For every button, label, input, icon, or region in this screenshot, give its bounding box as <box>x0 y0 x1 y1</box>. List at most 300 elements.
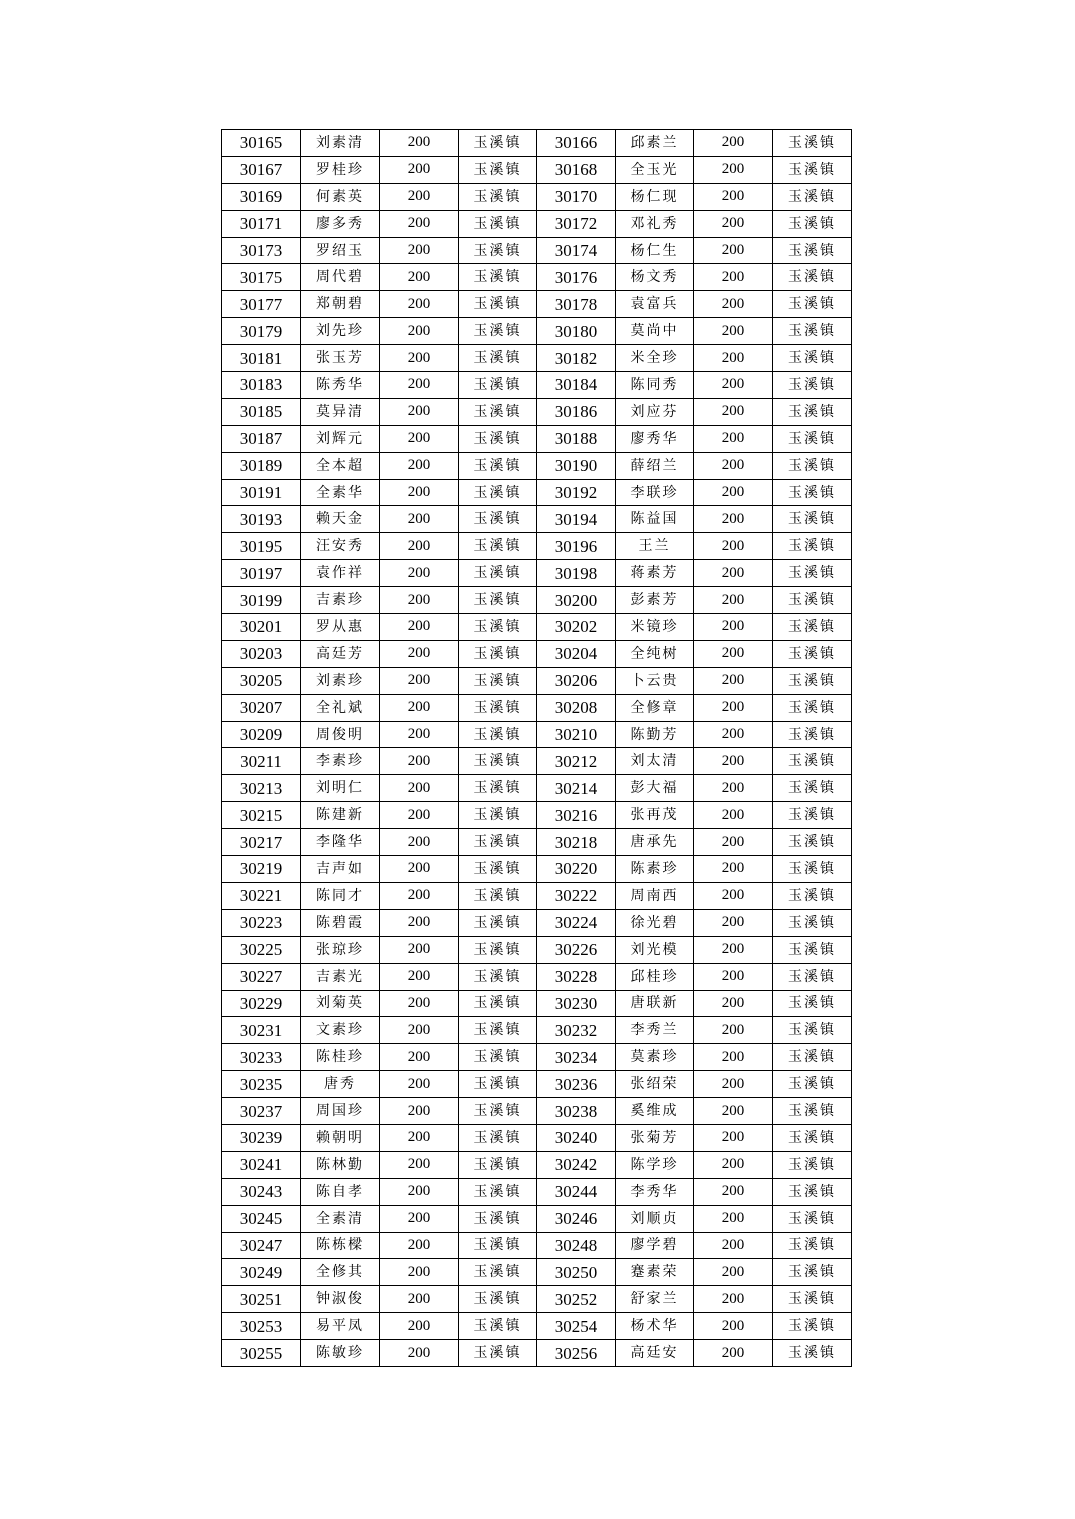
amount-cell: 200 <box>380 318 459 345</box>
amount-cell: 200 <box>380 1313 459 1340</box>
town-cell: 玉溪镇 <box>459 345 537 372</box>
record-id-cell: 30246 <box>537 1205 616 1232</box>
person-name-cell: 陈敏珍 <box>301 1340 380 1367</box>
table-row <box>222 963 852 990</box>
town-cell: 玉溪镇 <box>459 640 537 667</box>
table-row <box>222 829 852 856</box>
record-id-cell: 30234 <box>537 1044 616 1071</box>
amount-cell: 200 <box>694 156 773 183</box>
record-id-cell: 30233 <box>222 1044 301 1071</box>
town-cell: 玉溪镇 <box>773 1044 852 1071</box>
table-row <box>222 587 852 614</box>
table-row <box>222 1044 852 1071</box>
table-row <box>222 318 852 345</box>
town-cell: 玉溪镇 <box>459 882 537 909</box>
town-cell: 玉溪镇 <box>773 345 852 372</box>
town-cell: 玉溪镇 <box>773 1340 852 1367</box>
town-cell: 玉溪镇 <box>773 291 852 318</box>
person-name-cell: 米全珍 <box>616 345 694 372</box>
person-name-cell: 周国珍 <box>301 1098 380 1125</box>
amount-cell: 200 <box>380 1098 459 1125</box>
table-row <box>222 1232 852 1259</box>
amount-cell: 200 <box>694 1044 773 1071</box>
record-id-cell: 30202 <box>537 614 616 641</box>
person-name-cell: 李秀华 <box>616 1178 694 1205</box>
record-id-cell: 30256 <box>537 1340 616 1367</box>
record-id-cell: 30209 <box>222 721 301 748</box>
record-id-cell: 30195 <box>222 533 301 560</box>
town-cell: 玉溪镇 <box>773 210 852 237</box>
amount-cell: 200 <box>694 345 773 372</box>
town-cell: 玉溪镇 <box>459 479 537 506</box>
person-name-cell: 张绍荣 <box>616 1071 694 1098</box>
amount-cell: 200 <box>694 318 773 345</box>
amount-cell: 200 <box>380 802 459 829</box>
town-cell: 玉溪镇 <box>773 1205 852 1232</box>
record-id-cell: 30173 <box>222 237 301 264</box>
person-name-cell: 刘顺贞 <box>616 1205 694 1232</box>
amount-cell: 200 <box>694 1178 773 1205</box>
record-id-cell: 30184 <box>537 372 616 399</box>
record-id-cell: 30247 <box>222 1232 301 1259</box>
amount-cell: 200 <box>380 183 459 210</box>
town-cell: 玉溪镇 <box>773 425 852 452</box>
amount-cell: 200 <box>380 291 459 318</box>
record-id-cell: 30204 <box>537 640 616 667</box>
town-cell: 玉溪镇 <box>773 640 852 667</box>
town-cell: 玉溪镇 <box>459 856 537 883</box>
amount-cell: 200 <box>380 694 459 721</box>
town-cell: 玉溪镇 <box>459 1124 537 1151</box>
amount-cell: 200 <box>694 560 773 587</box>
person-name-cell: 李秀兰 <box>616 1017 694 1044</box>
town-cell: 玉溪镇 <box>459 1232 537 1259</box>
amount-cell: 200 <box>380 856 459 883</box>
record-id-cell: 30172 <box>537 210 616 237</box>
town-cell: 玉溪镇 <box>459 183 537 210</box>
person-name-cell: 唐承先 <box>616 829 694 856</box>
record-id-cell: 30226 <box>537 936 616 963</box>
amount-cell: 200 <box>694 1071 773 1098</box>
town-cell: 玉溪镇 <box>773 1313 852 1340</box>
record-id-cell: 30251 <box>222 1286 301 1313</box>
record-id-cell: 30248 <box>537 1232 616 1259</box>
amount-cell: 200 <box>694 372 773 399</box>
person-name-cell: 李隆华 <box>301 829 380 856</box>
record-id-cell: 30222 <box>537 882 616 909</box>
amount-cell: 200 <box>380 506 459 533</box>
amount-cell: 200 <box>380 587 459 614</box>
record-id-cell: 30171 <box>222 210 301 237</box>
record-id-cell: 30201 <box>222 614 301 641</box>
town-cell: 玉溪镇 <box>459 748 537 775</box>
town-cell: 玉溪镇 <box>459 802 537 829</box>
record-id-cell: 30220 <box>537 856 616 883</box>
person-name-cell: 陈益国 <box>616 506 694 533</box>
town-cell: 玉溪镇 <box>459 425 537 452</box>
person-name-cell: 全纯树 <box>616 640 694 667</box>
person-name-cell: 邱桂珍 <box>616 963 694 990</box>
person-name-cell: 陈自孝 <box>301 1178 380 1205</box>
town-cell: 玉溪镇 <box>459 533 537 560</box>
person-name-cell: 全修章 <box>616 694 694 721</box>
record-id-cell: 30249 <box>222 1259 301 1286</box>
record-id-cell: 30208 <box>537 694 616 721</box>
amount-cell: 200 <box>380 1259 459 1286</box>
town-cell: 玉溪镇 <box>773 614 852 641</box>
town-cell: 玉溪镇 <box>773 909 852 936</box>
town-cell: 玉溪镇 <box>773 856 852 883</box>
amount-cell: 200 <box>380 345 459 372</box>
record-id-cell: 30165 <box>222 130 301 157</box>
person-name-cell: 陈碧霞 <box>301 909 380 936</box>
record-id-cell: 30188 <box>537 425 616 452</box>
record-id-cell: 30183 <box>222 372 301 399</box>
record-id-cell: 30219 <box>222 856 301 883</box>
person-name-cell: 易平凤 <box>301 1313 380 1340</box>
table-row <box>222 533 852 560</box>
person-name-cell: 唐秀 <box>301 1071 380 1098</box>
amount-cell: 200 <box>694 909 773 936</box>
town-cell: 玉溪镇 <box>773 183 852 210</box>
person-name-cell: 张琼珍 <box>301 936 380 963</box>
town-cell: 玉溪镇 <box>459 1340 537 1367</box>
record-id-cell: 30174 <box>537 237 616 264</box>
record-id-cell: 30215 <box>222 802 301 829</box>
amount-cell: 200 <box>694 1259 773 1286</box>
amount-cell: 200 <box>380 130 459 157</box>
amount-cell: 200 <box>380 748 459 775</box>
town-cell: 玉溪镇 <box>459 990 537 1017</box>
record-id-cell: 30242 <box>537 1151 616 1178</box>
town-cell: 玉溪镇 <box>773 479 852 506</box>
table-row <box>222 237 852 264</box>
town-cell: 玉溪镇 <box>459 452 537 479</box>
record-id-cell: 30196 <box>537 533 616 560</box>
record-id-cell: 30175 <box>222 264 301 291</box>
amount-cell: 200 <box>380 1232 459 1259</box>
table-row <box>222 1151 852 1178</box>
person-name-cell: 蒋素芳 <box>616 560 694 587</box>
record-id-cell: 30218 <box>537 829 616 856</box>
person-name-cell: 彭素芳 <box>616 587 694 614</box>
person-name-cell: 何素英 <box>301 183 380 210</box>
town-cell: 玉溪镇 <box>459 130 537 157</box>
amount-cell: 200 <box>380 560 459 587</box>
town-cell: 玉溪镇 <box>773 963 852 990</box>
record-id-cell: 30241 <box>222 1151 301 1178</box>
table-row <box>222 909 852 936</box>
person-name-cell: 郑朝碧 <box>301 291 380 318</box>
record-id-cell: 30182 <box>537 345 616 372</box>
town-cell: 玉溪镇 <box>773 533 852 560</box>
amount-cell: 200 <box>380 667 459 694</box>
record-id-cell: 30227 <box>222 963 301 990</box>
amount-cell: 200 <box>694 1124 773 1151</box>
person-name-cell: 刘菊英 <box>301 990 380 1017</box>
person-name-cell: 全素清 <box>301 1205 380 1232</box>
table-row <box>222 640 852 667</box>
person-name-cell: 廖学碧 <box>616 1232 694 1259</box>
person-name-cell: 陈桂珍 <box>301 1044 380 1071</box>
amount-cell: 200 <box>694 1098 773 1125</box>
table-row <box>222 156 852 183</box>
town-cell: 玉溪镇 <box>773 318 852 345</box>
table-row <box>222 936 852 963</box>
amount-cell: 200 <box>380 425 459 452</box>
person-name-cell: 全本超 <box>301 452 380 479</box>
town-cell: 玉溪镇 <box>459 210 537 237</box>
person-name-cell: 罗绍玉 <box>301 237 380 264</box>
person-name-cell: 陈建新 <box>301 802 380 829</box>
person-name-cell: 周代碧 <box>301 264 380 291</box>
record-id-cell: 30214 <box>537 775 616 802</box>
record-id-cell: 30178 <box>537 291 616 318</box>
town-cell: 玉溪镇 <box>773 1098 852 1125</box>
amount-cell: 200 <box>694 398 773 425</box>
table-row <box>222 130 852 157</box>
table-row <box>222 264 852 291</box>
table-row <box>222 183 852 210</box>
amount-cell: 200 <box>694 640 773 667</box>
person-name-cell: 周南西 <box>616 882 694 909</box>
town-cell: 玉溪镇 <box>459 1205 537 1232</box>
record-id-cell: 30192 <box>537 479 616 506</box>
record-id-cell: 30224 <box>537 909 616 936</box>
table-row <box>222 1259 852 1286</box>
person-name-cell: 薛绍兰 <box>616 452 694 479</box>
amount-cell: 200 <box>694 1205 773 1232</box>
record-id-cell: 30235 <box>222 1071 301 1098</box>
amount-cell: 200 <box>694 1340 773 1367</box>
record-id-cell: 30216 <box>537 802 616 829</box>
town-cell: 玉溪镇 <box>773 506 852 533</box>
town-cell: 玉溪镇 <box>459 587 537 614</box>
person-name-cell: 刘太清 <box>616 748 694 775</box>
person-name-cell: 袁作祥 <box>301 560 380 587</box>
person-name-cell: 张玉芳 <box>301 345 380 372</box>
person-name-cell: 张再茂 <box>616 802 694 829</box>
person-name-cell: 邓礼秀 <box>616 210 694 237</box>
amount-cell: 200 <box>694 1232 773 1259</box>
person-name-cell: 彭大福 <box>616 775 694 802</box>
person-name-cell: 刘素珍 <box>301 667 380 694</box>
record-id-cell: 30231 <box>222 1017 301 1044</box>
amount-cell: 200 <box>694 802 773 829</box>
person-name-cell: 陈林勤 <box>301 1151 380 1178</box>
amount-cell: 200 <box>694 506 773 533</box>
person-name-cell: 吉素珍 <box>301 587 380 614</box>
person-name-cell: 莫素珍 <box>616 1044 694 1071</box>
amount-cell: 200 <box>694 533 773 560</box>
person-name-cell: 吉声如 <box>301 856 380 883</box>
record-id-cell: 30176 <box>537 264 616 291</box>
record-id-cell: 30203 <box>222 640 301 667</box>
amount-cell: 200 <box>694 963 773 990</box>
person-name-cell: 杨仁现 <box>616 183 694 210</box>
amount-cell: 200 <box>380 990 459 1017</box>
amount-cell: 200 <box>694 264 773 291</box>
record-id-cell: 30189 <box>222 452 301 479</box>
amount-cell: 200 <box>380 1286 459 1313</box>
town-cell: 玉溪镇 <box>773 748 852 775</box>
amount-cell: 200 <box>380 936 459 963</box>
amount-cell: 200 <box>694 748 773 775</box>
town-cell: 玉溪镇 <box>459 936 537 963</box>
amount-cell: 200 <box>380 775 459 802</box>
record-id-cell: 30181 <box>222 345 301 372</box>
amount-cell: 200 <box>694 667 773 694</box>
amount-cell: 200 <box>694 452 773 479</box>
town-cell: 玉溪镇 <box>773 237 852 264</box>
record-id-cell: 30221 <box>222 882 301 909</box>
record-id-cell: 30167 <box>222 156 301 183</box>
person-name-cell: 奚维成 <box>616 1098 694 1125</box>
amount-cell: 200 <box>694 425 773 452</box>
table-row <box>222 1205 852 1232</box>
town-cell: 玉溪镇 <box>773 587 852 614</box>
person-name-cell: 廖多秀 <box>301 210 380 237</box>
record-id-cell: 30177 <box>222 291 301 318</box>
person-name-cell: 陈素珍 <box>616 856 694 883</box>
town-cell: 玉溪镇 <box>773 936 852 963</box>
record-id-cell: 30253 <box>222 1313 301 1340</box>
amount-cell: 200 <box>380 237 459 264</box>
record-id-cell: 30198 <box>537 560 616 587</box>
record-id-cell: 30255 <box>222 1340 301 1367</box>
record-id-cell: 30236 <box>537 1071 616 1098</box>
town-cell: 玉溪镇 <box>459 156 537 183</box>
record-id-cell: 30199 <box>222 587 301 614</box>
person-name-cell: 周俊明 <box>301 721 380 748</box>
table-row <box>222 721 852 748</box>
record-id-cell: 30230 <box>537 990 616 1017</box>
town-cell: 玉溪镇 <box>459 1044 537 1071</box>
table-row <box>222 210 852 237</box>
town-cell: 玉溪镇 <box>773 1017 852 1044</box>
amount-cell: 200 <box>380 721 459 748</box>
person-name-cell: 汪安秀 <box>301 533 380 560</box>
town-cell: 玉溪镇 <box>773 1178 852 1205</box>
town-cell: 玉溪镇 <box>459 560 537 587</box>
amount-cell: 200 <box>380 882 459 909</box>
person-name-cell: 文素珍 <box>301 1017 380 1044</box>
person-name-cell: 蹇素荣 <box>616 1259 694 1286</box>
person-name-cell: 陈同秀 <box>616 372 694 399</box>
person-name-cell: 全修其 <box>301 1259 380 1286</box>
table-row <box>222 1313 852 1340</box>
amount-cell: 200 <box>694 1017 773 1044</box>
record-id-cell: 30169 <box>222 183 301 210</box>
record-id-cell: 30217 <box>222 829 301 856</box>
table-row <box>222 990 852 1017</box>
table-row <box>222 748 852 775</box>
record-id-cell: 30207 <box>222 694 301 721</box>
person-name-cell: 莫异清 <box>301 398 380 425</box>
town-cell: 玉溪镇 <box>459 1071 537 1098</box>
table-row <box>222 1340 852 1367</box>
record-id-cell: 30185 <box>222 398 301 425</box>
town-cell: 玉溪镇 <box>459 775 537 802</box>
amount-cell: 200 <box>380 1205 459 1232</box>
record-id-cell: 30223 <box>222 909 301 936</box>
record-id-cell: 30239 <box>222 1124 301 1151</box>
amount-cell: 200 <box>694 587 773 614</box>
person-name-cell: 陈学珍 <box>616 1151 694 1178</box>
town-cell: 玉溪镇 <box>773 1259 852 1286</box>
amount-cell: 200 <box>694 856 773 883</box>
record-id-cell: 30252 <box>537 1286 616 1313</box>
town-cell: 玉溪镇 <box>773 1286 852 1313</box>
town-cell: 玉溪镇 <box>459 1098 537 1125</box>
town-cell: 玉溪镇 <box>773 398 852 425</box>
amount-cell: 200 <box>380 156 459 183</box>
amount-cell: 200 <box>380 533 459 560</box>
town-cell: 玉溪镇 <box>773 156 852 183</box>
person-name-cell: 陈同才 <box>301 882 380 909</box>
amount-cell: 200 <box>380 1340 459 1367</box>
town-cell: 玉溪镇 <box>773 264 852 291</box>
town-cell: 玉溪镇 <box>773 802 852 829</box>
table-row <box>222 372 852 399</box>
record-id-cell: 30232 <box>537 1017 616 1044</box>
person-name-cell: 邱素兰 <box>616 130 694 157</box>
roster-body <box>222 130 852 1367</box>
record-id-cell: 30243 <box>222 1178 301 1205</box>
person-name-cell: 李联珍 <box>616 479 694 506</box>
amount-cell: 200 <box>694 990 773 1017</box>
town-cell: 玉溪镇 <box>459 506 537 533</box>
amount-cell: 200 <box>380 452 459 479</box>
amount-cell: 200 <box>694 183 773 210</box>
town-cell: 玉溪镇 <box>459 1017 537 1044</box>
town-cell: 玉溪镇 <box>459 909 537 936</box>
person-name-cell: 陈勤芳 <box>616 721 694 748</box>
table-row <box>222 1098 852 1125</box>
person-name-cell: 刘素清 <box>301 130 380 157</box>
record-id-cell: 30212 <box>537 748 616 775</box>
record-id-cell: 30238 <box>537 1098 616 1125</box>
record-id-cell: 30180 <box>537 318 616 345</box>
town-cell: 玉溪镇 <box>773 990 852 1017</box>
person-name-cell: 赖天金 <box>301 506 380 533</box>
amount-cell: 200 <box>694 882 773 909</box>
town-cell: 玉溪镇 <box>459 1286 537 1313</box>
amount-cell: 200 <box>380 1151 459 1178</box>
table-row <box>222 667 852 694</box>
table-row <box>222 856 852 883</box>
person-name-cell: 唐联新 <box>616 990 694 1017</box>
record-id-cell: 30228 <box>537 963 616 990</box>
town-cell: 玉溪镇 <box>459 721 537 748</box>
record-id-cell: 30225 <box>222 936 301 963</box>
amount-cell: 200 <box>380 829 459 856</box>
person-name-cell: 刘明仁 <box>301 775 380 802</box>
town-cell: 玉溪镇 <box>773 560 852 587</box>
person-name-cell: 陈秀华 <box>301 372 380 399</box>
record-id-cell: 30213 <box>222 775 301 802</box>
record-id-cell: 30200 <box>537 587 616 614</box>
table-row <box>222 425 852 452</box>
town-cell: 玉溪镇 <box>459 1313 537 1340</box>
record-id-cell: 30194 <box>537 506 616 533</box>
person-name-cell: 陈栋樑 <box>301 1232 380 1259</box>
person-name-cell: 全玉光 <box>616 156 694 183</box>
amount-cell: 200 <box>380 1071 459 1098</box>
amount-cell: 200 <box>694 237 773 264</box>
amount-cell: 200 <box>380 264 459 291</box>
record-id-cell: 30211 <box>222 748 301 775</box>
